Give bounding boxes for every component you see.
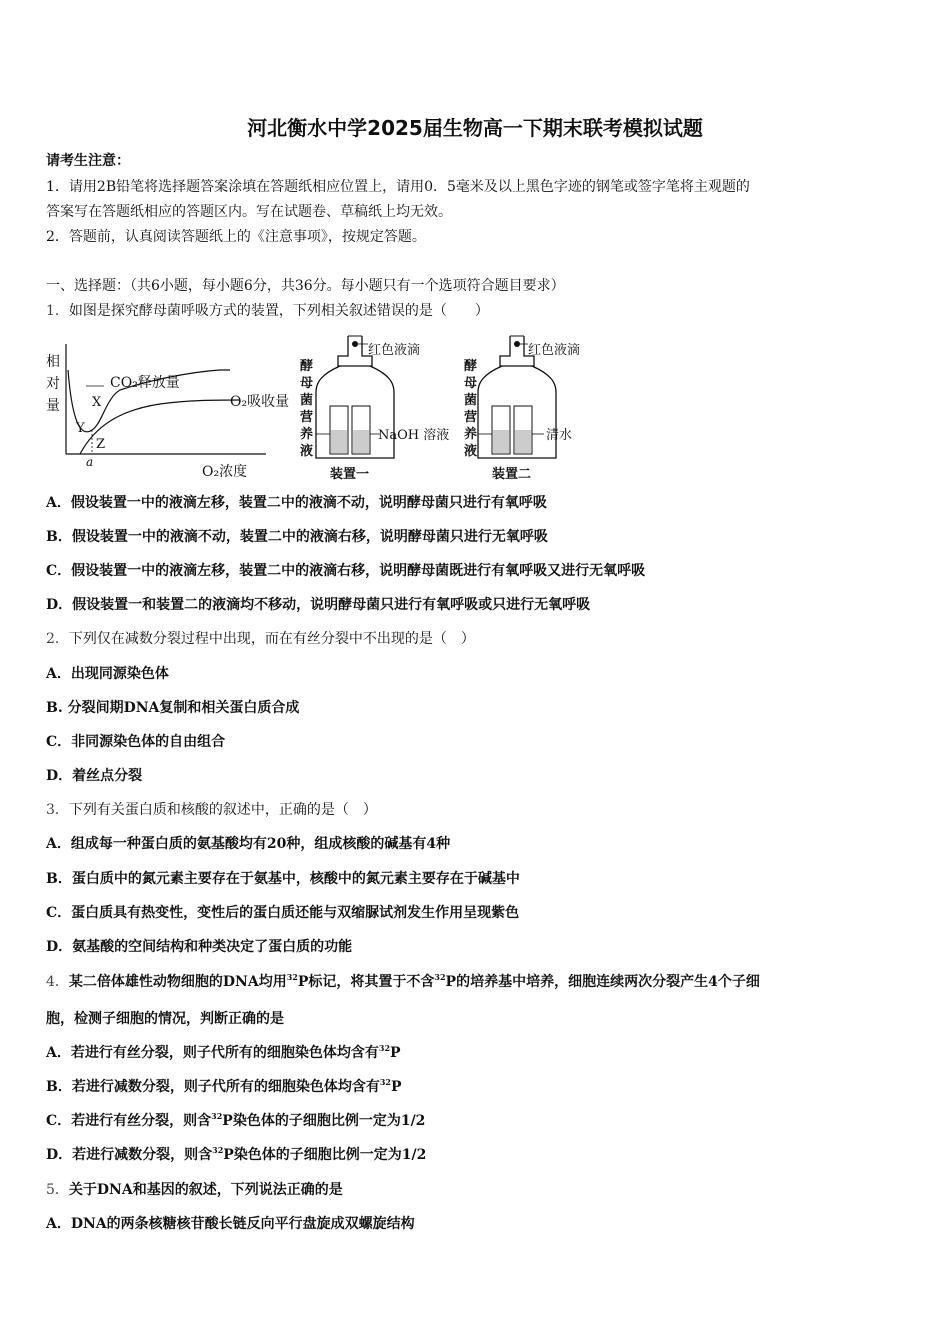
respiration-graph [46, 344, 289, 480]
notice-item-1a: 1．请用2B铅笔将选择题答案涂填在答题纸相应位置上，请用0．5毫米及以上黑色字迹的钢笔或签字笔将主观题的 [46, 179, 750, 195]
q2-option-d: D．着丝点分裂 [46, 768, 143, 784]
superscript: 32 [378, 1043, 391, 1053]
question-1 [46, 301, 489, 321]
question-number: 4． [46, 974, 69, 990]
tube-1 [338, 336, 372, 366]
question-number: 1． [46, 303, 69, 319]
q1-option-b: B．假设装置一中的液滴不动，装置二中的液滴右移，说明酵母菌只进行无氧呼吸 [46, 529, 548, 545]
q3-option-b: B．蛋白质中的氮元素主要存在于氨基中，核酸中的氮元素主要存在于碱基中 [46, 871, 520, 887]
superscript: 32 [434, 972, 446, 982]
question-stem: 下列有关蛋白质和核酸的叙述中，正确的是（ ） [68, 802, 377, 818]
element-symbol: P [390, 1079, 402, 1095]
q2-option-c: C．非同源染色体的自由组合 [46, 734, 226, 750]
water-label: 清水 [546, 428, 573, 443]
x-axis-label: O₂浓度 [202, 464, 248, 480]
option-text: D．若进行减数分裂，则含 [46, 1147, 213, 1163]
yeast2-label-6: 液 [464, 444, 478, 459]
y-axis-label-1: 相 [46, 354, 60, 370]
co2-label: CO₂释放量 [110, 375, 180, 391]
device-1-label: 装置一 [330, 467, 370, 482]
q4-option-b [46, 1077, 402, 1097]
yeast-label-2: 母 [300, 376, 314, 391]
drop-label-2: 红色液滴 [528, 343, 581, 358]
option-text: P染色体的子细胞比例一定为1/2 [223, 1147, 427, 1163]
q1-option-a: A．假设装置一中的液滴左移，装置二中的液滴不动，说明酵母菌只进行有氧呼吸 [46, 495, 547, 511]
question-number: 5． [46, 1182, 69, 1198]
q2-option-a: A．出现同源染色体 [46, 666, 169, 682]
yeast2-label-3: 菌 [464, 393, 478, 408]
naoh-label: NaOH 溶液 [378, 428, 450, 443]
y-mark: Y [76, 421, 85, 436]
x-mark: X [92, 395, 102, 410]
option-text: A．若进行有丝分裂，则子代所有的细胞染色体均含有 [46, 1045, 379, 1061]
question-number: 3． [46, 802, 69, 818]
device-2-label: 装置二 [492, 467, 532, 482]
question-3 [46, 800, 377, 820]
notice-item-2: 2．答题前，认真阅读答题纸上的《注意事项》，按规定答题。 [46, 229, 426, 245]
question-5 [46, 1180, 343, 1200]
q3-option-d: D．氨基酸的空间结构和种类决定了蛋白质的功能 [46, 939, 353, 955]
option-text: C．若进行有丝分裂，则含 [46, 1113, 212, 1129]
yeast-label-4: 营 [300, 410, 314, 425]
question-2 [46, 629, 475, 649]
q3-option-a: A．组成每一种蛋白质的氨基酸均有20种，组成核酸的碱基有4种 [46, 836, 451, 852]
q3-option-c: C．蛋白质具有热变性，变性后的蛋白质还能与双缩脲试剂发生作用呈现紫色 [46, 905, 520, 921]
drop-label-1: 红色液滴 [368, 343, 421, 358]
device-2 [464, 336, 580, 482]
superscript: 32 [379, 1077, 391, 1087]
experiment-figure [40, 330, 620, 490]
q2-option-b: B. 分裂间期DNA复制和相关蛋白质合成 [46, 700, 300, 716]
q1-option-c: C．假设装置一中的液滴左移，装置二中的液滴右移，说明酵母菌既进行有氧呼吸又进行无氧呼吸 [46, 563, 646, 579]
question-stem: 关于DNA和基因的叙述，下列说法正确的是 [68, 1182, 343, 1198]
yeast2-label-5: 养 [464, 427, 478, 442]
yeast-label-5: 养 [300, 427, 314, 442]
q4-option-a [46, 1043, 401, 1063]
o2-label: O₂吸收量 [230, 394, 290, 410]
a-mark: a [86, 455, 94, 469]
liquid-1a [331, 430, 347, 453]
superscript: 32 [212, 1145, 224, 1155]
yeast2-label-2: 母 [464, 376, 478, 391]
section-heading: 一、选择题：（共6小题，每小题6分，共36分。每小题只有一个选项符合题目要求） [46, 278, 565, 294]
q4-stem-part: P标记，将其置于不含 [297, 974, 435, 990]
superscript: 32 [286, 972, 298, 982]
question-stem: 下列仅在减数分裂过程中出现，而在有丝分裂中不出现的是（ ） [68, 631, 475, 647]
device-1 [300, 336, 449, 482]
option-text: B．若进行减数分裂，则子代所有的细胞染色体均含有 [46, 1079, 380, 1095]
liquid-1b [353, 430, 369, 453]
liquid-2b [515, 430, 531, 453]
yeast2-label-1: 酵 [464, 359, 478, 374]
red-drop-1 [352, 341, 358, 347]
red-drop-2 [514, 341, 520, 347]
y-axis-label-3: 量 [46, 398, 60, 414]
notice-heading: 请考生注意： [46, 153, 130, 169]
yeast-label-1: 酵 [300, 359, 314, 374]
q4-stem-part: P的培养基中培养，细胞连续两次分裂产生4个子细 [445, 974, 760, 990]
q5-option-a: A．DNA的两条核糖核苷酸长链反向平行盘旋成双螺旋结构 [46, 1216, 415, 1232]
question-stem: 如图是探究酵母菌呼吸方式的装置，下列相关叙述错误的是（ ） [68, 303, 489, 319]
q1-option-d: D．假设装置一和装置二的液滴均不移动，说明酵母菌只进行有氧呼吸或只进行无氧呼吸 [46, 597, 591, 613]
option-text: P染色体的子细胞比例一定为1/2 [222, 1113, 426, 1129]
q4-option-c [46, 1111, 425, 1131]
liquid-2a [493, 430, 509, 453]
z-mark: Z [96, 437, 106, 452]
yeast2-label-4: 营 [464, 410, 478, 425]
notice-item-1b: 答案写在答题纸相应的答题区内。写在试题卷、草稿纸上均无效。 [46, 204, 452, 220]
y-axis-label-2: 对 [46, 376, 60, 392]
q4-option-d [46, 1145, 426, 1165]
yeast-label-3: 菌 [300, 393, 314, 408]
superscript: 32 [211, 1111, 223, 1121]
yeast-label-6: 液 [300, 444, 314, 459]
question-4 [46, 972, 760, 992]
q4-stem-part: 某二倍体雄性动物细胞的DNA均用 [68, 974, 287, 990]
q4-stem-continued: 胞，检测子细胞的情况，判断正确的是 [46, 1011, 284, 1027]
element-symbol: P [390, 1045, 401, 1061]
question-number: 2． [46, 631, 69, 647]
page-title: 河北衡水中学2025届生物高一下期末联考模拟试题 [247, 116, 703, 140]
